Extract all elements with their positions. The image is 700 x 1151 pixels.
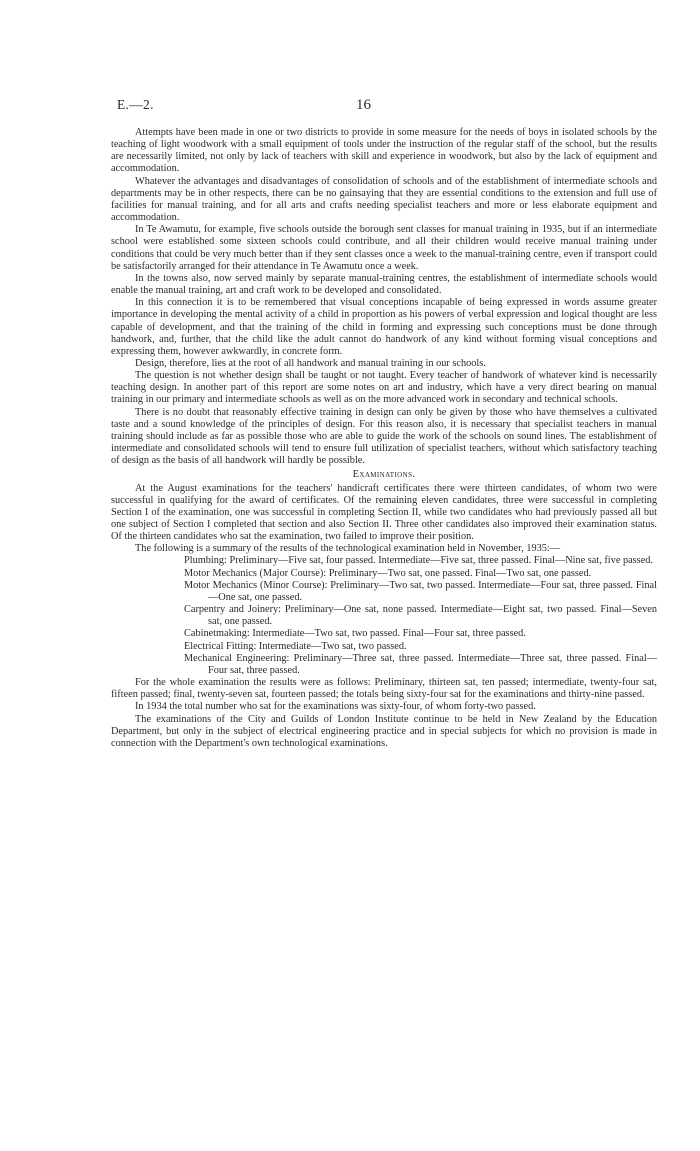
result-item: Mechanical Engineering: Preliminary—Three sat, three passed. Intermediate—Three sat, three passed. Final—Four sat, three passed. (184, 652, 657, 676)
paragraph: Design, therefore, lies at the root of all handwork and manual training in our schools. (135, 357, 486, 369)
result-item: Plumbing: Preliminary—Five sat, four passed. Intermediate—Five sat, three passed. Final—Nine sat, five passed. (184, 555, 653, 567)
result-item: Cabinetmaking: Intermediate—Two sat, two passed. Final—Four sat, three passed. (184, 628, 526, 640)
paragraph: In this connection it is to be remembered that visual conceptions incapable of being expressed in words assume greater importance in developing the mental activity of a child in proportion as his powers of verbal expression and logical thought are less capable of development, and that the training of the child in forming and expressing such conceptions must be done through handwork, and, further, that the child like the adult cannot do handwork of any kind without forming visual conceptions and expressing them, however awkwardly, in concrete form. (111, 297, 657, 357)
paragraph: The examinations of the City and Guilds of London Institute continue to be held in New Zealand by the Education Department, but only in the subject of electrical engineering practice and in special subjects for which no provision is made in connection with the Department's own technological examinations. (111, 713, 657, 749)
paragraph: At the August examinations for the teachers' handicraft certificates there were thirteen candidates, of whom two were successful in qualifying for the award of certificates. Of the remaining eleven candidates, three were successful in completing Section I of the examination, one was successful in completing Section II, while two candidates who had previously passed all but one subject of Section I completed that section and also Section II. Three other candidates also improved their examination status. Of the thirteen candidates who sat the examination, two failed to improve their position. (111, 482, 657, 543)
results-list (111, 555, 657, 677)
paragraph: Whatever the advantages and disadvantages of consolidation of schools and of the establishment of intermediate schools and departments may be in other respects, there can be no gainsaying that they are essential conditions to the extension and full use of facilities for manual training, and for all arts and crafts needing specialist teachers and more or less elaborate equipment and accommodation. (111, 175, 657, 224)
result-item: Motor Mechanics (Major Course): Preliminary—Two sat, one passed. Final—Two sat, one passed. (184, 567, 592, 579)
paragraph: The question is not whether design shall be taught or not taught. Every teacher of handwork of whatever kind is necessarily teaching design. In another part of this report are some notes on art and industry, which have a very direct bearing on manual training in our primary and intermediate schools as well as on the more advanced work in secondary and technical schools. (111, 370, 657, 406)
result-item: Electrical Fitting: Intermediate—Two sat, two passed. (184, 640, 407, 652)
report-reference: E.—2. (117, 97, 154, 112)
paragraph: The following is a summary of the results of the technological examination held in November, 1935:— (135, 543, 561, 555)
paragraph: For the whole examination the results were as follows: Preliminary, thirteen sat, ten passed; intermediate, twenty-four sat, fifteen passed; final, twenty-seven sat, fourteen passed; the totals being sixty-four sat for the examinations and thirty-nine passed. (111, 677, 657, 701)
paragraph: In 1934 the total number who sat for the examinations was sixty-four, of whom forty-two passed. (135, 701, 536, 713)
body-text (111, 127, 657, 750)
page-number: 16 (356, 97, 371, 113)
section-heading-examinations: Examinations. (352, 469, 416, 481)
result-item: Carpentry and Joinery: Preliminary—One sat, none passed. Intermediate—Eight sat, two passed. Final—Seven sat, one passed. (184, 604, 657, 628)
paragraph: In the towns also, now served mainly by separate manual-training centres, the establishment of intermediate schools would enable the manual training, art and craft work to be developed and consolidated. (111, 272, 657, 297)
paragraph: Attempts have been made in one or two districts to provide in some measure for the needs of boys in isolated schools by the teaching of light woodwork with a small equipment of tools under the instruction of the regular staff of the school, but the results are necessarily limited, not only by lack of teachers with skill and experience in woodwork, but also by the lack of equipment and accommodation. (111, 127, 657, 175)
paragraph: In Te Awamutu, for example, five schools outside the borough sent classes for manual training in 1935, but if an intermediate school were established some sixteen schools could contribute, and all their children would receive manual training under conditions that could be very much better than if they sent classes once a week to the manual-training centre, even if transport could be satisfactorily arranged for their attendance in Te Awamutu once a week. (111, 224, 657, 272)
paragraph: There is no doubt that reasonably effective training in design can only be given by those who have themselves a cultivated taste and a sound knowledge of the principles of design. For this reason also, it is necessary that specialist teachers in manual training should include as far as possible those who are able to guide the work of the schools on sound lines. The establishment of intermediate and consolidated schools will tend to ensure full utilization of specialist teachers, without which satisfactory teaching of design as the basis of all handwork will hardly be possible. (111, 406, 657, 467)
result-item: Motor Mechanics (Minor Course): Preliminary—Two sat, two passed. Intermediate—Four sat, three passed. Final—One sat, one passed. (184, 579, 657, 603)
